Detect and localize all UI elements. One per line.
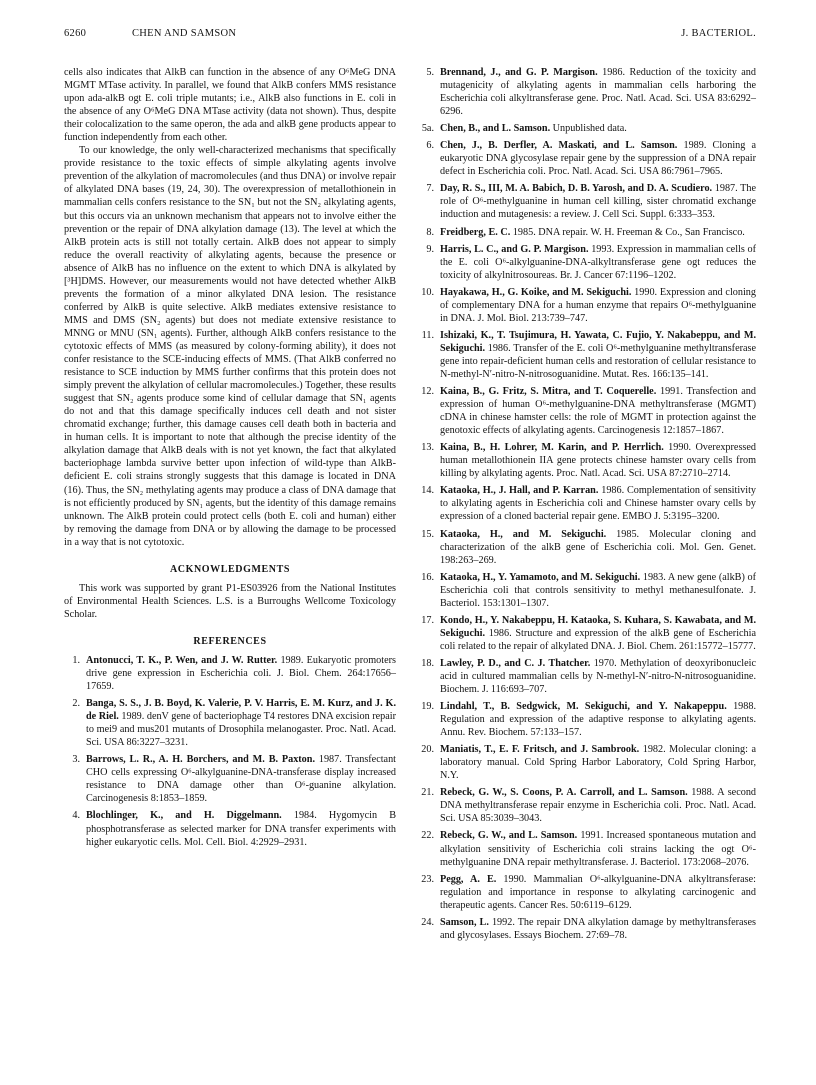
reference-number: 11. xyxy=(421,329,434,341)
reference-entry xyxy=(64,654,396,693)
reference-details: 1989. Eukaryotic promoters drive gene expression in Escherichia coli. J. Biol. Chem. 264:17656–17659. xyxy=(86,654,396,693)
reference-authors: Kondo, H., Y. Nakabeppu, H. Kataoka, S. Kuhara, S. Kawabata, and M. Sekiguchi. xyxy=(440,614,756,639)
reference-authors: Day, R. S., III, M. A. Babich, D. B. Yarosh, and D. A. Scudiero. xyxy=(440,183,713,195)
reference-authors: Barrows, L. R., A. H. Borchers, and M. B. Paxton. xyxy=(86,754,315,766)
reference-details: 1970. Methylation of deoxyribonucleic acid in cultured mammalian cells by N-methyl-N′-nitro-N-nitrosoguanidine. Biochem. J. 116:693–707. xyxy=(440,657,756,696)
reference-number: 6. xyxy=(426,140,434,152)
reference-number: 7. xyxy=(426,183,434,195)
reference-entry xyxy=(418,122,756,135)
reference-authors: Hayakawa, H., G. Koike, and M. Sekiguchi. xyxy=(440,286,632,298)
reference-number: 3. xyxy=(72,754,80,766)
reference-authors: Rebeck, G. W., S. Coons, P. A. Carroll, and L. Samson. xyxy=(440,787,688,799)
acknowledgments-text: This work was supported by grant P1-ES03926 from the National Institutes of Environmental Health Sciences. L.S. is a Burroughs Wellcome Toxicology Scholar. xyxy=(64,582,396,620)
reference-entry xyxy=(418,286,756,325)
reference-entry xyxy=(418,786,756,825)
reference-number: 16. xyxy=(421,571,434,583)
reference-number: 23. xyxy=(421,873,434,885)
reference-details: 1988. A second DNA methyltransferase repair enzyme in Escherichia coli. Proc. Natl. Acad. Sci. USA 85:3039–3043. xyxy=(440,787,757,825)
reference-authors: Lawley, P. D., and C. J. Thatcher. xyxy=(440,657,591,669)
reference-authors: Chen, B., and L. Samson. xyxy=(440,123,551,135)
reference-number: 4. xyxy=(72,810,80,822)
reference-details: 1986. Transfer of the E. coli O⁶-methylguanine methyltransferase gene into repair-deficient human cells and restoration of cellular resistance to N-methyl-N′-nitro-N-nitrosoguanidine. Mutat. Res. 166:135–141. xyxy=(440,342,756,380)
reference-number: 2. xyxy=(72,698,80,710)
reference-details: 1983. A new gene (alkB) of Escherichia coli that controls sensitivity to methyl methanesulfonate. J. Bacteriol. 153:1301–1307. xyxy=(440,571,756,609)
reference-authors: Harris, L. C., and G. P. Margison. xyxy=(440,243,589,255)
reference-entry xyxy=(64,753,396,805)
reference-entry xyxy=(418,329,756,381)
reference-authors: Pegg, A. E. xyxy=(440,873,497,885)
reference-entry xyxy=(418,182,756,221)
reference-number: 8. xyxy=(426,226,434,238)
reference-number: 17. xyxy=(421,614,434,626)
reference-details: 1987. The role of O⁶-methylguanine in human cell killing, sister chromatid exchange induction and mutagenesis: a review. J. Cell Sci. Suppl. 6:333–353. xyxy=(440,183,756,221)
reference-number: 21. xyxy=(421,787,434,799)
reference-authors: Kataoka, H., Y. Yamamoto, and M. Sekiguchi. xyxy=(440,571,641,583)
reference-number: 22. xyxy=(421,830,434,842)
reference-authors: Rebeck, G. W., and L. Samson. xyxy=(440,830,578,842)
reference-number: 1. xyxy=(72,654,80,666)
reference-details: 1988. Regulation and expression of the adaptive response to alkylating agents. Annu. Rev. Biochem. 57:133–157. xyxy=(440,701,757,739)
reference-authors: Kaina, B., H. Lohrer, M. Karin, and P. Herrlich. xyxy=(440,442,664,454)
reference-entry xyxy=(64,697,396,749)
reference-list-left xyxy=(64,654,396,849)
reference-details: 1991. Increased spontaneous mutation and alkylation sensitivity of Escherichia coli strains lacking the ogt O⁶-methylguanine DNA repair methyltransferase. J. Bacteriol. 173:2068–2076. xyxy=(440,830,756,868)
reference-entry xyxy=(418,571,756,610)
reference-number: 5a. xyxy=(421,123,434,135)
reference-details: 1990. Mammalian O⁶-alkylguanine-DNA alkyltransferase: regulation and importance in response to alkylating carcinogenic and therapeutic agents. Cancer Res. 50:6119–6129. xyxy=(440,873,756,911)
reference-number: 10. xyxy=(421,286,434,298)
reference-details: 1989. Cloning a eukaryotic DNA glycosylase repair gene by the suppression of a DNA repair defect in Escherichia coli. Proc. Natl. Acad. Sci. USA 86:7961–7965. xyxy=(440,140,756,178)
body-paragraph: cells also indicates that AlkB can function in the absence of any O⁶MeG DNA MGMT MTase activity. In parallel, we found that AlkB confers MMS resistance upon ada-alkB ogt E. coli triple mutants; i.e., AlkB also functions in E. coli in the absence of any O⁶MeG DNA MTase activity (data not shown). Thus, despite their colocalization to the same operon, the ada and alkB gene products appear to function independently from each other. xyxy=(64,67,396,144)
reference-details: 1986. Complementation of sensitivity to alkylating agents in Escherichia coli and Chinese hamster ovary cells by expression of a cloned bacterial repair gene. EMBO J. 5:3195–3200. xyxy=(440,485,756,523)
running-header xyxy=(64,28,756,44)
reference-authors: Samson, L. xyxy=(440,916,489,928)
reference-authors: Kaina, B., G. Fritz, S. Mitra, and T. Coquerelle. xyxy=(440,386,657,398)
right-column xyxy=(418,66,756,946)
reference-authors: Antonucci, T. K., P. Wen, and J. W. Rutter. xyxy=(86,654,278,666)
running-title: CHEN AND SAMSON xyxy=(132,28,237,39)
reference-details: 1986. Reduction of the toxicity and mutagenicity of alkylating agents in mammalian cells harboring the Escherichia coli alkyltransferase gene. Proc. Natl. Acad. Sci. USA 83:6292–6296. xyxy=(440,67,756,118)
reference-authors: Blochlinger, K., and H. Diggelmann. xyxy=(86,810,282,822)
acknowledgments-heading: ACKNOWLEDGMENTS xyxy=(169,563,291,575)
reference-authors: Freidberg, E. C. xyxy=(440,226,511,238)
body-paragraph: To our knowledge, the only well-characterized mechanisms that specifically provide resistance to the toxic effects of simple alkylating agents involve prevention of the alkylation of macromolecules (and thus DNA) or involve repair of alkylated DNA bases (19, 24, 30). The overexpression of metallothionein in mammalian cells confers resistance to the SN₁ but not the SN₂ alkylating agents, but this occurs via an unknown mechanism that appears not to involve either the prevention or the repair of DNA alkylation damage (13). The level at which the AlkB protein acts is still not totally certain. AlkB does not appear to simply reduce the overall reactivity of alkylating agents, because the presence or absence of AlkB has no influence on the extent to which DNA is alkylated by [³H]DMS. However, our measurements would not have detected whether AlkB prevents the formation of a minor alkylated DNA lesion. The resistance conferred by AlkB is quite selective. AlkB mediates extensive resistance to MMS and DMS (SN₂ agents) but does not mediate extensive resistance to MNNG or MNU (SN₁ agents). Further, although AlkB confers resistance to the cytotoxic effects of MMS (as measured by colony-forming ability), it does not confer resistance to the SCE-inducing effects of MMS. (That AlkB conferred no resistance to SCE induction by MMS further confirms that this protein does not simply prevent the alkylation of cellular macromolecules.) Together, these results suggest that SN₂ agents produce some kind of cellular damage that SN₁ agents do not and that this damage specifically induces cell death and not sister chromatid exchange; further, this damage causes cell death both in bacteria and in human cells. It is important to note that although the precise identity of the alkylation damage that AlkB deals with is not yet known, the fact that alkylated bacteriophage lambda survive better upon infection of wild-type than AlkB-deficient E. coli strains strongly suggests that this damage is located in DNA (16). Thus, the SN₂ methylating agents may produce a class of DNA damage that is not efficiently produced by SN₁ agents, but the identity of this damage remains unknown. The AlkB protein could protect cells (both E. coli and human) either by removing the damage from DNA or by allowing the damage to be processed in a way that is not cytotoxic. xyxy=(64,145,396,548)
reference-list-right xyxy=(418,66,756,942)
reference-details: 1990. Expression and cloning of complementary DNA for a human enzyme that repairs O⁶-methylguanine in DNA. J. Mol. Biol. 213:739–747. xyxy=(440,286,756,324)
reference-entry xyxy=(418,743,756,782)
reference-authors: Brennand, J., and G. P. Margison. xyxy=(440,67,598,78)
page-number: 6260 xyxy=(64,28,87,39)
reference-details: Unpublished data. xyxy=(550,123,627,135)
reference-authors: Banga, S. S., J. B. Boyd, K. Valerie, P. V. Harris, E. M. Kurz, and J. K. de Riel. xyxy=(86,698,396,723)
reference-entry xyxy=(418,441,756,480)
reference-entry xyxy=(418,139,756,178)
reference-details: 1989. denV gene of bacteriophage T4 restores DNA excision repair to mei9 and mus201 mutants of Drosophila melanogaster. Proc. Natl. Acad. Sci. USA 86:3227–3231. xyxy=(86,711,396,749)
reference-number: 24. xyxy=(421,916,434,928)
reference-authors: Lindahl, T., B. Sedgwick, M. Sekiguchi, and Y. Nakapeppu. xyxy=(440,701,727,713)
reference-authors: Kataoka, H., and M. Sekiguchi. xyxy=(440,528,607,540)
reference-entry xyxy=(418,916,756,942)
reference-authors: Kataoka, H., J. Hall, and P. Karran. xyxy=(440,485,599,497)
reference-entry xyxy=(418,700,756,739)
reference-entry xyxy=(418,614,756,653)
reference-number: 20. xyxy=(421,744,434,756)
reference-authors: Maniatis, T., E. F. Fritsch, and J. Sambrook. xyxy=(440,744,640,756)
journal-name: J. BACTERIOL. xyxy=(681,28,756,39)
reference-entry xyxy=(64,809,396,848)
discussion-body xyxy=(64,66,396,549)
reference-entry xyxy=(418,657,756,696)
reference-number: 14. xyxy=(421,485,434,497)
reference-details: 1993. Expression in mammalian cells of the E. coli O⁶-alkylguanine-DNA-alkyltransferase gene ogt reduces the toxicity of alkylnitrosoureas. Br. J. Cancer 67:1196–1202. xyxy=(440,243,756,281)
reference-details: 1985. DNA repair. W. H. Freeman & Co., San Francisco. xyxy=(510,226,745,238)
reference-details: 1982. Molecular cloning: a laboratory manual. Cold Spring Harbor Laboratory, Cold Spring Harbor, N.Y. xyxy=(440,744,756,782)
reference-number: 5. xyxy=(426,67,434,78)
reference-entry xyxy=(418,528,756,567)
references-heading: REFERENCES xyxy=(193,635,267,647)
reference-number: 9. xyxy=(426,243,434,255)
reference-authors: Chen, J., B. Derfler, A. Maskati, and L. Samson. xyxy=(440,140,678,152)
reference-details: 1987. Transfectant CHO cells expressing O⁶-alkylguanine-DNA-transferase display increased resistance to DNA damage other than O⁶-guanine alkylation. Carcinogenesis 8:1853–1859. xyxy=(86,754,396,805)
reference-number: 18. xyxy=(421,657,434,669)
reference-entry xyxy=(418,873,756,912)
reference-authors: Ishizaki, K., T. Tsujimura, H. Yawata, C. Fujio, Y. Nakabeppu, and M. Sekiguchi. xyxy=(440,329,756,354)
reference-details: 1985. Molecular cloning and characterization of the alkB gene of Escherichia coli. Mol. Gen. Genet. 198:263–269. xyxy=(440,528,756,566)
reference-entry xyxy=(418,66,756,118)
reference-entry xyxy=(418,829,756,868)
reference-number: 12. xyxy=(421,386,434,398)
reference-details: 1991. Transfection and expression of human O⁶-methylguanine-DNA methyltransferase (MGMT) cDNA in chinese hamster cells: the role of MGMT in protection against the genotoxic effects of alkylating agents. Carcinogenesis 12:1857–1867. xyxy=(440,386,756,437)
reference-number: 19. xyxy=(421,701,434,713)
reference-entry xyxy=(418,385,756,437)
reference-details: 1992. The repair DNA alkylation damage by methyltransferases and glycosylases. Essays Biochem. 27:69–78. xyxy=(440,916,757,941)
reference-details: 1984. Hygomycin B phosphotransferase as selected marker for DNA transfer experiments with higher eukaryotic cells. Mol. Cell. Biol. 4:2929–2931. xyxy=(86,810,396,848)
reference-number: 13. xyxy=(421,442,434,454)
left-column xyxy=(64,66,396,853)
reference-details: 1986. Structure and expression of the alkB gene of Escherichia coli related to the repair of alkylated DNA. J. Biol. Chem. 261:15772–15777. xyxy=(440,627,756,652)
reference-details: 1990. Overexpressed human metallothionein IIA gene protects chinese hamster ovary cells from killing by alkylating agents. Proc. Natl. Acad. Sci. USA 87:2710–2714. xyxy=(440,442,756,480)
reference-entry xyxy=(418,484,756,523)
reference-entry xyxy=(418,243,756,282)
reference-entry xyxy=(418,226,756,239)
reference-number: 15. xyxy=(421,528,434,540)
